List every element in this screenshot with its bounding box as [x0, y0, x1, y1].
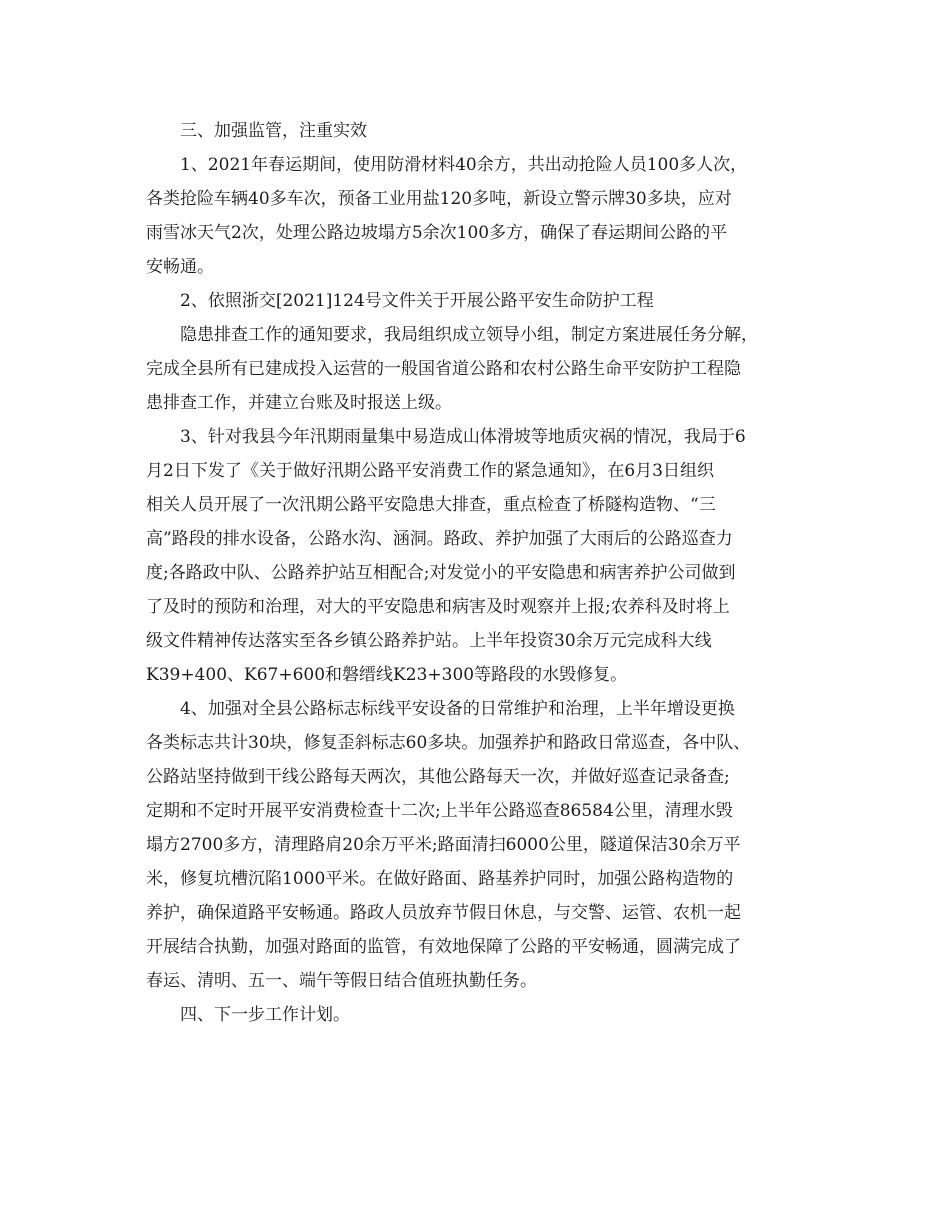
- paragraph-line: 了及时的预防和治理，对大的平安隐患和病害及时观察并上报;农养科及时将上: [146, 597, 730, 617]
- paragraph-line: 隐患排查工作的通知要求，我局组织成立领导小组，制定方案进展任务分解，: [180, 325, 758, 345]
- paragraph-line: 四、下一步工作计划。: [180, 1005, 350, 1025]
- paragraph-line: 春运、清明、五一、端午等假日结合值班执勤任务。: [146, 971, 537, 991]
- paragraph-line: 开展结合执勤，加强对路面的监管，有效地保障了公路的平安畅通，圆满完成了: [146, 937, 741, 957]
- paragraph-line: 月2日下发了《关于做好汛期公路平安消费工作的紧急通知》，在6月3日组织: [146, 461, 714, 481]
- paragraph-line: 度;各路政中队、公路养护站互相配合;对发觉小的平安隐患和病害养护公司做到: [146, 563, 736, 583]
- paragraph-line: 安畅通。: [146, 257, 214, 277]
- paragraph-line: 养护，确保道路平安畅通。路政人员放弃节假日休息，与交警、运管、农机一起: [146, 903, 741, 923]
- paragraph-line: 各类标志共计30块，修复歪斜标志60多块。加强养护和路政日常巡查，各中队、: [146, 733, 751, 753]
- paragraph-line: 4、加强对全县公路标志标线平安设备的日常维护和治理，上半年增设更换: [180, 699, 735, 719]
- paragraph-line: 相关人员开展了一次汛期公路平安隐患大排查，重点检查了桥隧构造物、“三: [146, 495, 716, 515]
- document-body: [146, 114, 808, 1032]
- paragraph-line: 级文件精神传达落实至各乡镇公路养护站。上半年投资30余万元完成科大线: [146, 631, 712, 651]
- paragraph-line: 高”路段的排水设备，公路水沟、涵洞。路政、养护加强了大雨后的公路巡查力: [146, 529, 733, 549]
- paragraph-line: 各类抢险车辆40多车次，预备工业用盐120多吨，新设立警示牌30多块，应对: [146, 189, 732, 209]
- paragraph-line: K39+400、K67+600和磐缙线K23+300等路段的水毁修复。: [146, 665, 628, 685]
- paragraph-line: 三、加强监管，注重实效: [180, 121, 367, 141]
- paragraph-line: 3、针对我县今年汛期雨量集中易造成山体滑坡等地质灾祸的情况，我局于6: [180, 427, 746, 447]
- paragraph-line: 2、依照浙交[2021]124号文件关于开展公路平安生命防护工程: [180, 291, 654, 311]
- paragraph-line: 塌方2700多方，清理路肩20余万平米;路面清扫6000公里，隧道保洁30余万平: [146, 835, 741, 855]
- paragraph-line: 定期和不定时开展平安消费检查十二次;上半年公路巡查86584公里，清理水毁: [146, 801, 733, 821]
- paragraph-line: 患排查工作，并建立台账及时报送上级。: [146, 393, 452, 413]
- paragraph-line: 1、2021年春运期间，使用防滑材料40余方，共出动抢险人员100多人次，: [180, 155, 748, 175]
- paragraph-line: 公路站坚持做到干线公路每天两次，其他公路每天一次，并做好巡查记录备查;: [146, 767, 730, 787]
- paragraph-line: 米，修复坑槽沉陷1000平米。在做好路面、路基养护同时，加强公路构造物的: [146, 869, 734, 889]
- paragraph-line: 完成全县所有已建成投入运营的一般国省道公路和农村公路生命平安防护工程隐: [146, 359, 741, 379]
- paragraph-line: 雨雪冰天气2次，处理公路边坡塌方5余次100多方，确保了春运期间公路的平: [146, 223, 728, 243]
